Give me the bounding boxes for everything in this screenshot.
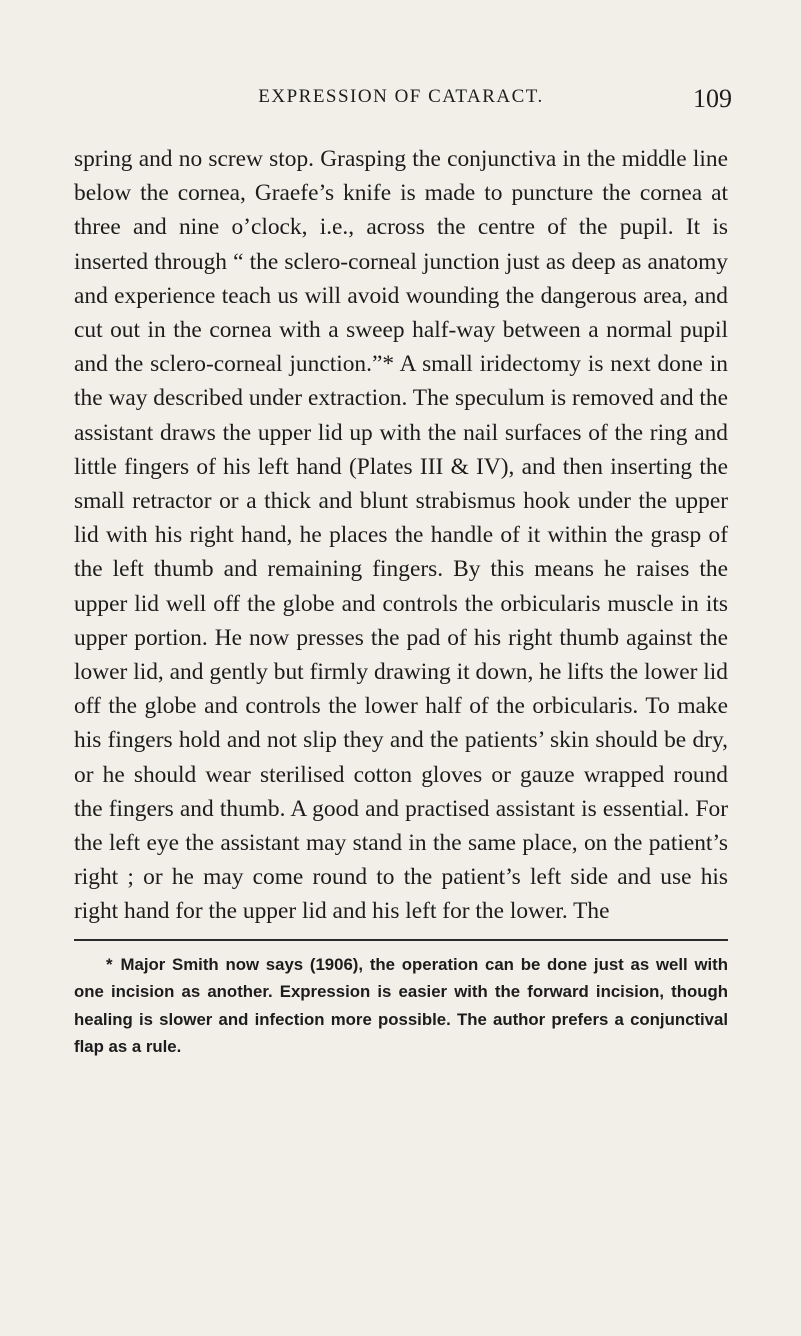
body-text [74, 142, 728, 929]
footnote-rule [74, 939, 728, 941]
footnote-text: Major Smith now says (1906), the operation can be done just as well with one incision as another. Expression is easier with the forward incision, though healing is slower and infection more possible. The author prefers a conjunctival flap as a rule. [74, 954, 728, 1057]
page-header [74, 84, 732, 118]
body-paragraph: spring and no screw stop. Grasping the conjunctiva in the middle line below the cornea, Graefe’s knife is made to puncture the cornea at three and nine o’clock, i.e., across the centre of the pupil. It is inserted through “ the sclero-corneal junction just as deep as anatomy and experience teach us will avoid wounding the dangerous area, and cut out in the cornea with a sweep half-way between a normal pupil and the sclero-corneal junction.”* A small iridectomy is next done in the way described under extraction. The speculum is removed and the assistant draws the upper lid up with the nail surfaces of the ring and little fingers of his left hand (Plates III & IV), and then inserting the small retractor or a thick and blunt strabismus hook under the upper lid with his right hand, he places the handle of it within the grasp of the left thumb and remaining fingers. By this means he raises the upper lid well off the globe and controls the orbicularis muscle in its upper portion. He now presses the pad of his right thumb against the lower lid, and gently but firmly drawing it down, he lifts the lower lid off the globe and controls the lower half of the orbicularis. To make his fingers hold and not slip they and the patients’ skin should be dry, or he should wear sterilised cotton gloves or gauze wrapped round the fingers and thumb. A good and practised assistant is essential. For the left eye the assistant may stand in the same place, on the patient’s right ; or he may come round to the patient’s left side and use his right hand for the upper lid and his left for the lower. The [74, 146, 728, 925]
footnote [74, 951, 728, 1061]
running-head: EXPRESSION OF CATARACT. [258, 86, 544, 107]
book-page [74, 84, 732, 1061]
footnote-marker: * [106, 954, 113, 974]
page-number: 109 [693, 84, 732, 113]
